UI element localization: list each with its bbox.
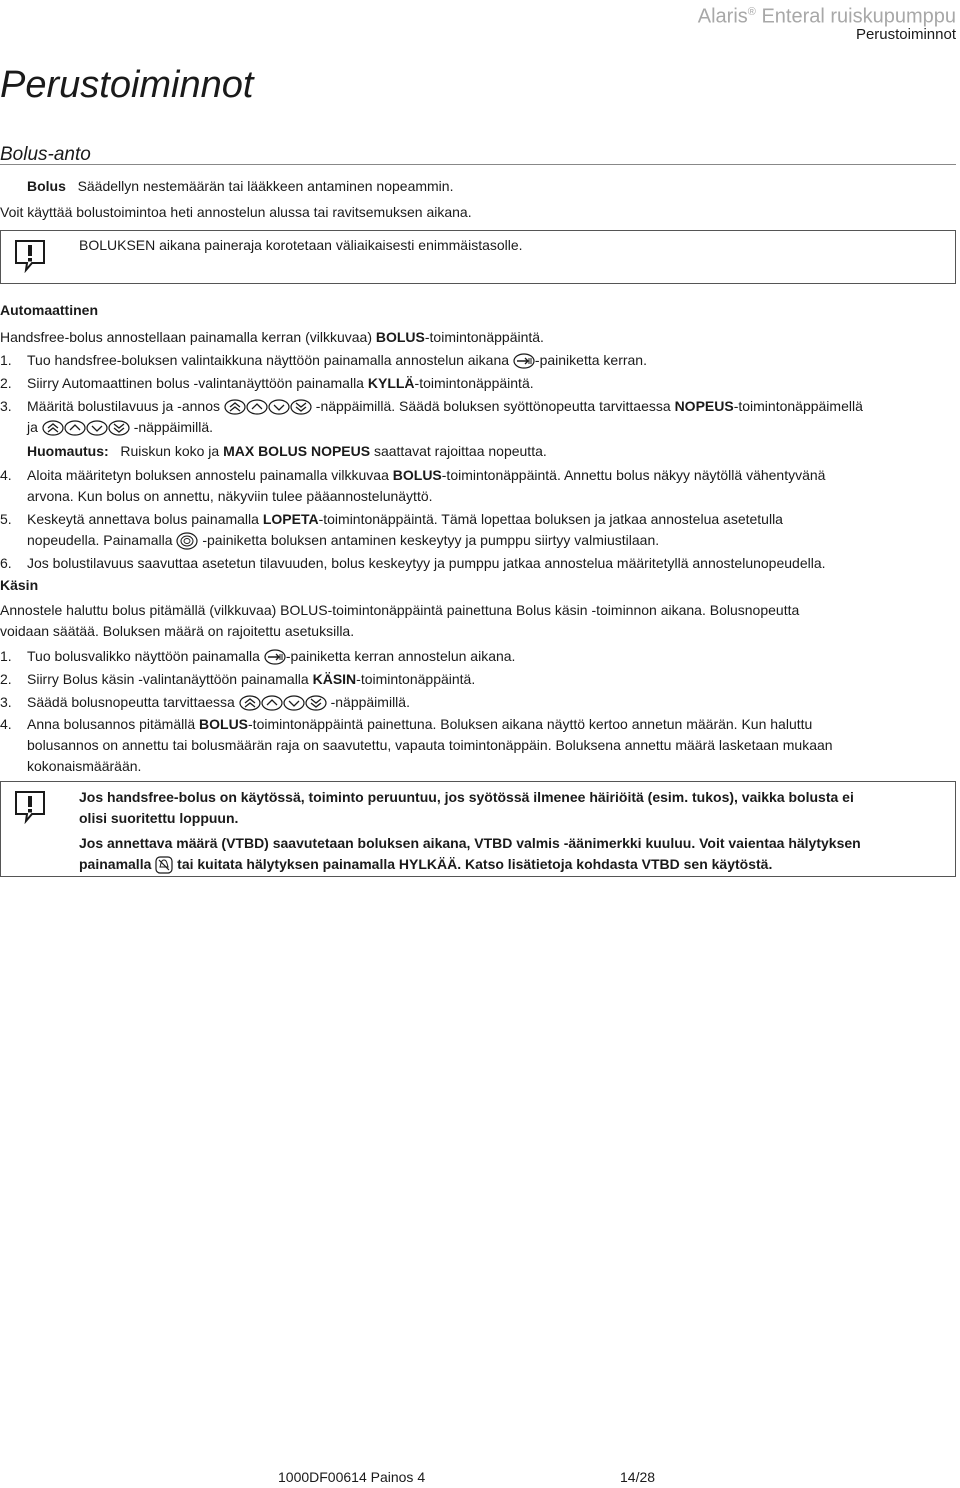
page-number: 14/28 bbox=[620, 1469, 656, 1485]
down-key-icon bbox=[283, 695, 305, 711]
up-key-icon bbox=[261, 695, 283, 711]
double-down-key-icon bbox=[305, 695, 327, 711]
double-up-key-icon bbox=[239, 695, 261, 711]
document-product-title: Alaris® Enteral ruiskupumppu bbox=[697, 5, 956, 28]
warning-icon bbox=[13, 239, 47, 273]
definition-term: Bolus bbox=[27, 178, 66, 194]
double-down-key-icon bbox=[108, 420, 130, 436]
warning-box bbox=[0, 781, 956, 877]
bolus-definition bbox=[27, 176, 956, 197]
auto-intro: Handsfree-bolus annostellaan painamalla kerran (vilkkuvaa) BOLUS-toimintonäppäintä. bbox=[0, 329, 544, 345]
intro-text: Voit käyttää bolustoimintoa heti annostelun alussa tai ravitsemuksen aikana. bbox=[0, 204, 472, 220]
manual-paragraph-line-2: voidaan säätää. Boluksen määrä on rajoitettu asetuksilla. bbox=[0, 623, 355, 639]
warning-text: BOLUKSEN aikana paineraja korotetaan väliaikaisesti enimmäistasolle. bbox=[79, 237, 523, 253]
document-code: 1000DF00614 Painos 4 bbox=[278, 1469, 426, 1485]
auto-step-5-cont: nopeudella. Painamalla -painiketta boluksen antaminen keskeytyy ja pumppu siirtyy valmiustilaan. bbox=[27, 530, 956, 551]
manual-step-4-cont-2: kokonaismäärään. bbox=[27, 758, 142, 774]
auto-heading: Automaattinen bbox=[0, 302, 98, 318]
definition-text: Säädellyn nestemäärän tai lääkkeen antaminen nopeammin. bbox=[77, 178, 454, 194]
down-key-icon bbox=[268, 399, 290, 415]
note-label: Huomautus: bbox=[27, 443, 109, 459]
auto-step-4-cont: arvona. Kun bolus on annettu, näkyviin tulee pääannostelunäyttö. bbox=[27, 488, 433, 504]
bolus-key-icon bbox=[264, 649, 286, 665]
manual-paragraph-line-1: Annostele haluttu bolus pitämällä (vilkkuvaa) BOLUS-toimintonäppäintä painettuna Bolus käsin -toiminnon aikana. Bolusnopeutta bbox=[0, 602, 800, 618]
page-title: Perustoiminnot bbox=[0, 64, 254, 106]
down-key-icon bbox=[86, 420, 108, 436]
bolus-key-icon bbox=[513, 353, 535, 369]
warning-box bbox=[0, 230, 956, 284]
auto-step-3-cont: ja -näppäimillä. bbox=[27, 419, 214, 435]
manual-step-4-cont-1: bolusannos on annettu tai bolusmäärän raja on saavutettu, vapauta toimintonäppäin. Boluksena annettu määrä lasketaan mukaan bbox=[27, 737, 833, 753]
up-key-icon bbox=[64, 420, 86, 436]
warning-text-block: Jos handsfree-bolus on käytössä, toiminto peruuntuu, jos syötössä ilmenee häiriöitä (esim. tukos), vaikka bolusta ei olisi suoritettu loppuun. Jos annettava määrä (VTBD) saavutetaan boluksen aikana, VTBD valmis -äänimerkki kuuluu. Voit vaientaa hälytyksen painamalla tai kuitata hälytyksen painamalla HYLKÄÄ. Katso lisätietoja kohdasta VTBD sen käytöstä. bbox=[79, 787, 947, 875]
header-section-name: Perustoiminnot bbox=[855, 26, 956, 43]
auto-note: Huomautus: Ruiskun koko ja MAX BOLUS NOPEUS saattavat rajoittaa nopeutta. bbox=[27, 443, 547, 459]
double-up-key-icon bbox=[224, 399, 246, 415]
up-key-icon bbox=[246, 399, 268, 415]
manual-heading: Käsin bbox=[0, 577, 39, 593]
stop-key-icon bbox=[176, 532, 198, 550]
double-down-key-icon bbox=[290, 399, 312, 415]
section-title: Bolus-anto bbox=[0, 144, 91, 165]
double-up-key-icon bbox=[42, 420, 64, 436]
warning-icon bbox=[13, 790, 47, 824]
silence-key-icon bbox=[155, 856, 173, 874]
section-divider bbox=[0, 164, 956, 165]
